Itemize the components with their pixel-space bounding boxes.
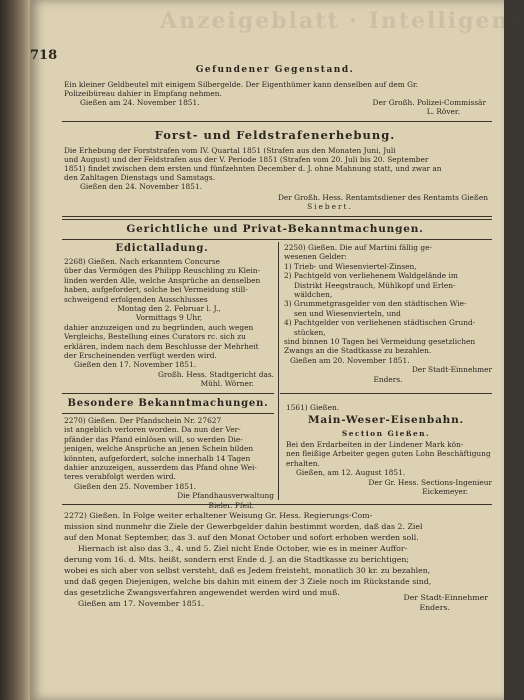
zoll-line: das gesetzliche Zwangsverfahren angewendet werden wird und muß.: [64, 588, 340, 597]
pacht-line: Distrikt Heegstrauch, Mühlkopf und Erlen-: [294, 280, 456, 290]
besondere-line: dahier anzuzeigen, ausserdem das Pfand ohne Wei-: [64, 463, 257, 473]
pacht-line: stücken,: [294, 327, 326, 337]
besondere-line: jenigen, welche Ansprüche an jenen Schein bilden: [64, 444, 254, 454]
besondere-line: Gießen den 25. November 1851.: [74, 481, 196, 491]
section-title: Gerichtliche und Privat-Bekanntmachungen.: [126, 223, 424, 235]
forst-text-4: den Zahltagen Dienstags und Samstags.: [64, 173, 216, 182]
pacht-line: wesenen Gelder:: [284, 252, 347, 262]
found-text-2: Polizeibüreau dahier in Empfang nehmen.: [64, 89, 222, 98]
besondere-line: pfänder das Pfand einlösen will, so werden Die-: [64, 434, 243, 444]
zoll-line: derung vom 16. d. Mts. heißt, sondern erst Ende d. J. an die Stadtkasse zu berichtigen;: [64, 555, 410, 564]
bahn-title: Main-Weser-Eisenbahn.: [307, 414, 465, 426]
zoll-line: und daß gegen Diejenigen, welche bis dahin mit einem der 3 Ziele noch im Rückstande sind,: [64, 577, 432, 586]
pacht-line: Gießen am 20. November 1851.: [290, 355, 410, 365]
book-spine: [0, 0, 30, 700]
bahn-line: Gießen, am 12. August 1851.: [296, 468, 406, 478]
edict-body: [64, 257, 274, 389]
page-number: 718: [30, 48, 58, 63]
edict-line: Vergleichs, Bestellung eines Curators rc. sich zu: [64, 332, 246, 342]
pacht-line: 1) Trieb- und Wiesenviertel-Zinsen,: [284, 261, 417, 271]
forst-text-3: 1851) findet zwischen dem ersten und fünfzehnten December d. J. ohne Mahnung statt, und zwar an: [64, 164, 442, 173]
bahn-body: [286, 440, 492, 496]
edict-line: Vormittags 9 Uhr,: [135, 313, 203, 323]
pacht-line: 3) Grummetgrasgelder von den städtischen Wie-: [284, 299, 467, 309]
found-sign-1: Der Großh. Polizei-Commissär: [372, 98, 486, 107]
edict-line: linden werden Alle, welche Ansprüche an denselben: [64, 275, 261, 285]
zoll-line: Gießen am 17. November 1851.: [78, 599, 205, 608]
edict-line: Montag den 2. Februar l. J.,: [117, 304, 221, 314]
found-text-1: Ein kleiner Geldbeutel mit einigem Silbergelde. Der Eigenthümer kann denselben auf dem Gr.: [64, 80, 419, 89]
found-title: Gefundener Gegenstand.: [195, 65, 355, 75]
bahn-head: 1561) Gießen.: [286, 403, 340, 412]
zoll-line: Hiernach ist also das 3., 4. und 5. Ziel nicht Ende October, wie es in meiner Auffor-: [78, 544, 408, 553]
divider: [62, 239, 492, 240]
found-sign-2: L. Röver.: [426, 107, 460, 116]
bahn-subtitle: Section Gießen.: [341, 429, 431, 438]
edict-sign-2: Mühl. Wörner.: [200, 379, 254, 389]
pacht-line: Zwangs an die Stadtkasse zu bezahlen.: [284, 346, 432, 356]
bahn-sign-1: Der Gr. Hess. Sections-Ingenieur: [368, 477, 492, 487]
edict-line: über das Vermögen des Philipp Reuschling zu Klein-: [64, 266, 260, 276]
zoll-sign-1: Der Stadt-Einnehmer: [403, 593, 488, 602]
bleed-through-masthead: Anzeigeblatt · Intelligenz: [160, 8, 524, 34]
divider: [62, 121, 492, 122]
forst-date: Gießen den 24. November 1851.: [80, 182, 202, 191]
pacht-line: sen und Wiesenvierteln, und: [294, 308, 401, 318]
pacht-line: sind binnen 10 Tagen bei Vermeidung gesetzlichen: [284, 337, 476, 347]
forst-sign-2: Siebert.: [307, 202, 353, 211]
edict-line: schweigend erfolgenden Ausschlusses: [64, 294, 208, 304]
found-date: Gießen am 24. November 1851.: [80, 98, 200, 107]
besondere-sign-2: Bieler. Pfeil.: [208, 500, 254, 510]
double-divider: [62, 216, 492, 220]
bahn-line: nen fleißige Arbeiter gegen guten Lohn Beschäftigung: [286, 449, 491, 459]
pacht-sign-1: Der Stadt-Einnehmer: [411, 365, 492, 375]
besondere-sign-1: Die Pfandhausverwaltung: [177, 491, 274, 501]
bahn-line: erhalten.: [286, 458, 320, 468]
divider: [62, 504, 492, 505]
divider: [62, 413, 274, 414]
besondere-line: teres verabfolgt werden wird.: [64, 472, 176, 482]
pacht-line: 2250) Gießen. Die auf Martini fällig ge-: [284, 243, 432, 252]
edict-line: 2268) Gießen. Nach erkanntem Concurse: [64, 257, 221, 266]
divider: [280, 393, 492, 394]
zoll-line: auf den Monat September, das 3. auf den Monat October und sofort erhoben werden soll.: [64, 533, 419, 542]
divider: [62, 393, 274, 394]
edict-line: haben, aufgefordert, solche bei Vermeidung still-: [64, 285, 248, 295]
edict-line: der Erscheinenden verfügt werden wird.: [64, 351, 217, 361]
forst-text-1: Die Erhebung der Forststrafen vom IV. Quartal 1851 (Strafen aus den Monaten Juni, Juli: [64, 146, 396, 155]
besondere-title: Besondere Bekanntmachungen.: [67, 398, 269, 409]
edict-line: erklären, indem nach dem Beschlusse der Mehrheit: [64, 341, 259, 351]
pacht-line: 4) Pachtgelder von verliehenen städtischen Grund-: [284, 318, 476, 328]
bahn-sign-2: Eickemeyer.: [422, 487, 468, 497]
besondere-body: [64, 416, 274, 510]
edict-title: Edictalladung.: [115, 243, 209, 254]
besondere-line: ist angeblich verloren worden. Da nun der Ver-: [64, 425, 241, 435]
pacht-body: [284, 243, 492, 384]
edict-line: dahier anzuzeigen und zu begründen, auch wegen: [64, 322, 254, 332]
pacht-line: wäldchen,: [294, 290, 333, 300]
zoll-line: wobei es sich aber von selbst versteht, daß es Jedem freisteht, monatlich 30 kr. zu bezahlen,: [64, 566, 431, 575]
pacht-sign-2: Enders.: [373, 374, 403, 384]
forst-title: Forst- und Feldstrafenerhebung.: [154, 128, 396, 142]
edict-line: Gießen den 17. November 1851.: [74, 360, 196, 370]
zoll-line: 2272) Gießen. In Folge weiter erhaltener Weisung Gr. Hess. Regierungs-Com-: [64, 511, 373, 520]
bahn-line: Bei den Erdarbeiten in der Lindener Mark kön-: [286, 440, 464, 449]
zoll-line: mission sind nunmehr die Ziele der Gewerbgelder dahin bestimmt worden, daß das 2. Ziel: [64, 522, 423, 531]
column-separator: [278, 242, 279, 500]
besondere-line: könnten, aufgefordert, solche innerhalb 14 Tagen: [64, 453, 251, 463]
zoll-sign-2: Enders.: [419, 603, 450, 612]
besondere-line: 2270) Gießen. Der Pfandschein Nr. 27627: [64, 416, 222, 425]
pacht-line: 2) Pachtgeld von verliehenem Waldgelände im: [284, 271, 458, 281]
forst-text-2: und August) und der Feldstrafen aus der V. Periode 1851 (Strafen vom 20. Juli bis 20. September: [64, 155, 429, 164]
forst-sign-1: Der Großh. Hess. Rentamtsdiener des Rentamts Gießen: [277, 193, 488, 202]
edict-sign-1: Großh. Hess. Stadtgericht das.: [157, 369, 274, 379]
